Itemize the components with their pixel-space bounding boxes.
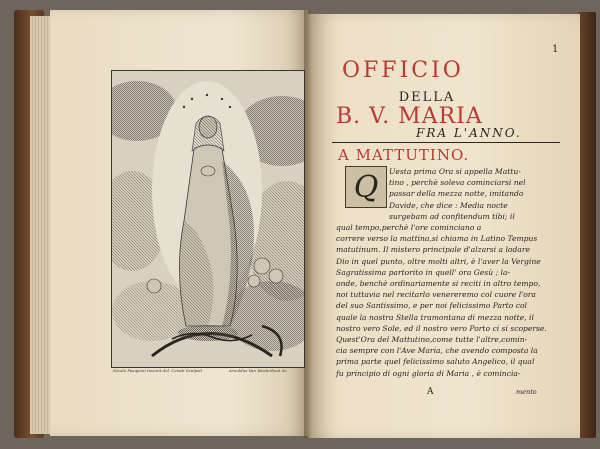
initial-letter: Q <box>353 169 379 205</box>
body-text-line: correre verso la mattina,si chiama in Latino Tempus <box>336 234 538 244</box>
body-text-line: onde, benchè ordinariamente si reciti in altro tempo, <box>336 279 541 288</box>
body-text-line: tino , perchè soleva cominciarsi nel <box>389 178 526 188</box>
engraving-illustration <box>112 71 304 367</box>
section-heading: A MATTUTINO. <box>338 146 470 164</box>
body-text-line: quale la nostra Stella tramontana di mezza notte, il <box>336 312 534 322</box>
title-bv-maria: B. V. MARIA <box>336 104 483 129</box>
body-text-line: fu principio di ogni gloria di Maria , è comincia- <box>336 368 521 378</box>
decorated-initial <box>345 166 387 208</box>
book-gutter <box>304 10 312 438</box>
signature-mark: A <box>427 387 434 397</box>
body-text-line: surgebam ad confitendum tibi; il <box>389 211 515 221</box>
body-text-line: Quest'Ora del Mattutino,come tutte l'altre,comin- <box>336 335 528 344</box>
body-text-line: noi tuttavia nel recitarlo venereremo col cuore l'ora <box>336 290 536 300</box>
title-fra-lanno: FRA L'ANNO. <box>416 126 522 140</box>
body-text-line: passar della mezza notte, imitando <box>389 189 524 199</box>
body-text-line: cia sempre con l'Ave Maria, che avendo composta la <box>336 346 538 356</box>
catchword: mento <box>516 388 537 396</box>
body-text-line: Davide, che dice : Media nocte <box>389 200 508 210</box>
body-text-line: prima parte quel felicissimo saluto Angelico, il qual <box>336 357 535 367</box>
engraving-caption-left: Nicolo Pasquoni Invenit del. Cenati Sculpsit <box>113 368 203 373</box>
body-text-line: Dio in quel punto, oltre molti altri, è l'aver la Vergine <box>336 256 541 266</box>
title-rule <box>332 142 560 143</box>
body-text-line: Sagratissima partorito in quell' ora Gesù ; la- <box>336 267 511 277</box>
book-cover-right <box>578 12 596 438</box>
body-text-line: Uesta prima Ora si appella Mattu- <box>389 167 521 176</box>
engraving-caption <box>111 368 303 378</box>
body-text-line: del suo Santissimo, e per noi felicissimo Parto col <box>336 301 527 311</box>
title-della: DELLA <box>398 90 456 105</box>
engraving-caption-right: Arnoldus Van Westerhout Sc. <box>229 368 289 373</box>
body-text-line: nostro vero Sole, ed il nostro vero Porto ci si scoperse. <box>336 323 547 333</box>
page-number: 1 <box>552 44 559 55</box>
body-text-line: qual tempo,perchè l'ore cominciano a <box>336 223 482 232</box>
title-officio: OFFICIO <box>342 58 464 83</box>
body-text-line: matutinum. Il mistero principale d'alzarsi a lodare <box>336 245 530 255</box>
engraving-immaculate-conception <box>111 70 305 368</box>
